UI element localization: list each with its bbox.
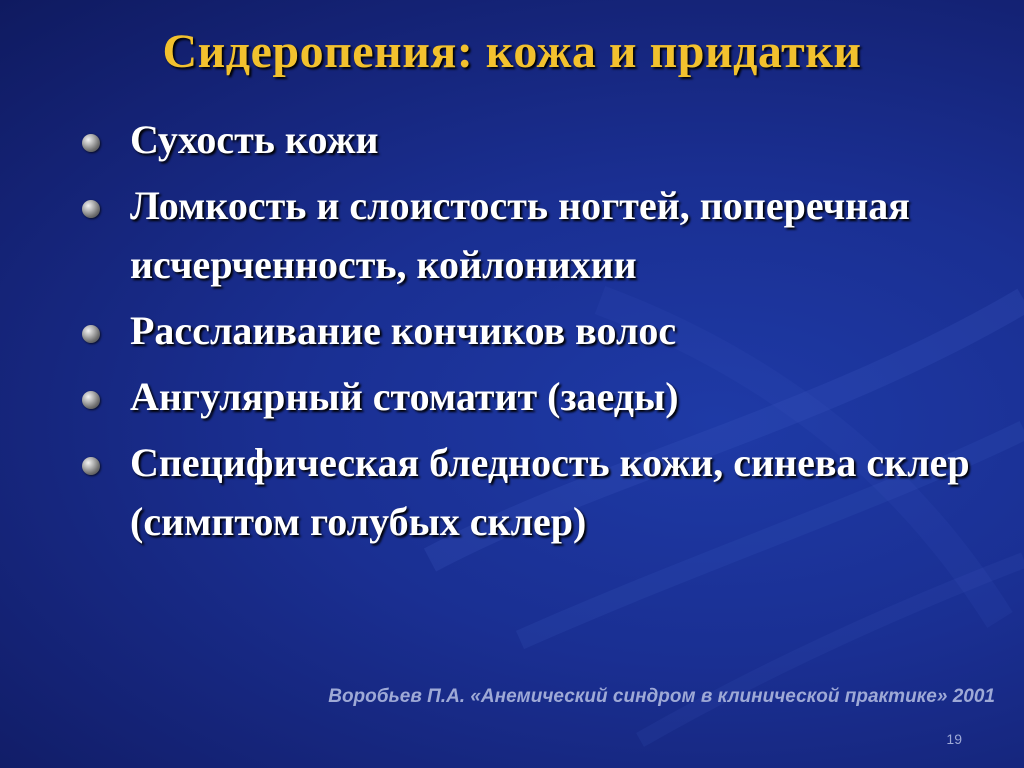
bullet-item-dry-skin xyxy=(80,110,980,169)
sphere-bullet-icon xyxy=(82,325,100,343)
citation: Воробьев П.А. «Анемический синдром в клинической практике» 2001 xyxy=(328,686,995,707)
bullet-item-hair xyxy=(80,301,980,360)
bullet-item-pallor xyxy=(80,433,980,551)
slide-title: Сидеропения: кожа и придатки xyxy=(162,25,862,78)
bullet-text: Ангулярный стоматит (заеды) xyxy=(130,374,679,419)
bullet-text: Специфическая бледность кожи, синева склер (симптом голубых склер) xyxy=(130,440,970,544)
bullet-item-nails xyxy=(80,176,980,294)
sphere-bullet-icon xyxy=(82,457,100,475)
sphere-bullet-icon xyxy=(82,134,100,152)
sphere-bullet-icon xyxy=(82,200,100,218)
bullet-list xyxy=(80,110,980,558)
sphere-bullet-icon xyxy=(82,391,100,409)
bullet-text: Ломкость и слоистость ногтей, поперечная исчерченность, койлонихии xyxy=(130,183,910,287)
page-number: 19 xyxy=(946,731,962,747)
bullet-text: Расслаивание кончиков волос xyxy=(130,308,677,353)
bullet-item-stomatitis xyxy=(80,367,980,426)
bullet-text: Сухость кожи xyxy=(130,117,379,162)
